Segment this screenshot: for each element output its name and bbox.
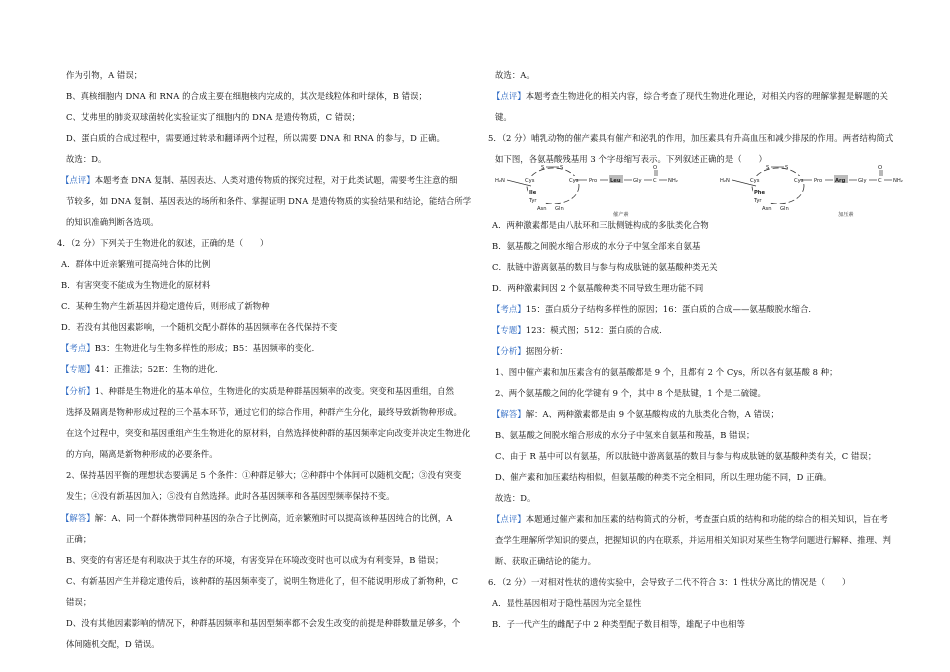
line-text: 节较多，如 DNA 复制、基因表达的场所和条件、掌握证明 DNA 是遗传物质的实验结果和结论，能结合所学 [66, 196, 472, 206]
residue-gln: Gln [780, 206, 789, 212]
line-text: B、真核细胞内 DNA 和 RNA 的合成主要在细胞核内完成的，其次是线粒体和叶绿体，B 错误； [66, 91, 427, 101]
section-tag: 【分析】 [492, 346, 526, 356]
sulfur-label: S [560, 165, 564, 171]
line-text: B、突变的有害还是有利取决于其生存的环境，有害变异在环境改变时也可以成为有利变异，B 错误； [66, 555, 444, 565]
line-text: 错误； [66, 597, 92, 607]
residue-pro: Pro [589, 178, 598, 184]
line-text: 1、种群是生物进化的基本单位，生物进化的实质是种群基因频率的改变。突变和基因重组，自然 [94, 386, 454, 396]
line-text: B．氨基酸之间脱水缩合形成的水分子中氢全部来自氨基 [492, 241, 701, 251]
line-text: C．某种生物产生新基因并稳定遗传后，则形成了新物种 [61, 301, 270, 311]
text-line [66, 91, 427, 102]
text-line [66, 534, 91, 545]
text-line [66, 470, 461, 481]
line-text: 解：A、同一个群体携带同种基因的杂合子比例高，近亲繁殖时可以提高该种基因纯合的比例，A [94, 513, 453, 523]
line-text: 6．（2 分）一对相对性状的遗传实验中，会导致子二代不符合 3：1 性状分离比的情况是（ ） [488, 577, 851, 587]
text-line [57, 238, 268, 249]
text-line [495, 556, 596, 567]
residue-special: Arg [835, 178, 846, 184]
residue-tyr: Tyr [529, 198, 537, 204]
line-text: 体间随机交配，D 错误。 [66, 639, 160, 649]
section-tag: 【解答】 [61, 513, 95, 523]
residue-cys: Cys [794, 178, 804, 184]
line-text: D．两种激素间因 2 个氨基酸种类不同导致生理功能不同 [492, 283, 704, 293]
line-text: D．若没有其他因素影响，一个随机交配小群体的基因频率在各代保持不变 [61, 322, 338, 332]
section-tag: 【点评】 [492, 514, 526, 524]
text-line [488, 577, 850, 588]
text-line [66, 491, 395, 502]
oxytocin-structure [495, 165, 678, 218]
text-line [66, 639, 160, 650]
text-line [66, 555, 443, 566]
text-line [495, 430, 754, 441]
text-line [495, 367, 838, 378]
sulfur-label: S [785, 165, 789, 171]
text-line [61, 259, 210, 270]
text-line [492, 304, 817, 315]
text-line [492, 91, 888, 102]
line-text: 据图分析： [525, 346, 568, 356]
text-line [66, 576, 458, 587]
line-text: 故选：D。 [495, 493, 536, 503]
text-line [61, 280, 210, 291]
text-line [61, 386, 454, 397]
line-text: 123：模式图；512：蛋白质的合成． [525, 325, 668, 335]
oxygen-label: O [878, 165, 883, 171]
residue-tyr: Tyr [754, 198, 762, 204]
text-line [492, 346, 568, 357]
text-line [66, 407, 462, 418]
line-text: 发生；④没有新基因加入；⑤没有自然选择。此时各基因频率和各基因型频率保持不变。 [66, 491, 395, 501]
line-text: 4．（2 分）下列关于生物进化的叙述，正确的是（ ） [57, 238, 269, 248]
line-text: 断、获取正确结论的能力。 [495, 556, 597, 566]
line-text: 本题考查 DNA 复制、基因表达、人类对遗传物质的探究过程，对于此类试题，需要考生注意的细 [94, 175, 458, 185]
line-text: 如下图，各氨基酸残基用 3 个字母缩写表示。下列叙述正确的是（ ） [495, 154, 767, 164]
residue-phe: Phe [754, 190, 766, 196]
residue-pro: Pro [814, 178, 823, 184]
line-text: 选择及隔离是物种形成过程的三个基本环节，通过它们的综合作用，种群产生分化，最终导致新物种形成。 [66, 407, 462, 417]
section-tag: 【考点】 [492, 304, 526, 314]
text-line [492, 598, 641, 609]
text-line [492, 514, 888, 525]
line-text: 2、保持基因平衡的理想状态要满足 5 个条件：①种群足够大；②种群中个体间可以随机交配；③没有突变 [66, 470, 462, 480]
residue-cys: Cys [750, 178, 760, 184]
text-line [66, 618, 460, 629]
residue-cys: Cys [569, 178, 579, 184]
text-line [66, 597, 91, 608]
hormone-caption: 加压素 [838, 212, 854, 218]
residue-gln: Gln [555, 206, 564, 212]
line-text: 本题考查生物进化的相关内容，综合考查了现代生物进化理论，对相关内容的理解掌握是解题的关 [525, 91, 888, 101]
text-line [492, 409, 779, 420]
text-line [495, 451, 876, 462]
line-text: 故选：D。 [66, 154, 107, 164]
line-text: 故选：A。 [495, 70, 535, 80]
line-text: 15：蛋白质分子结构多样性的原因；16：蛋白质的合成——氨基酸脱水缩合． [525, 304, 817, 314]
text-line [492, 619, 745, 630]
vasopressin-structure [720, 165, 903, 218]
line-text: D、没有其他因素影响的情况下，种群基因频率和基因型频率都不会发生改变的前提是种群数量足够多，个 [66, 618, 461, 628]
amide-label: NH₂ [668, 178, 678, 184]
line-text: C、艾弗里的肺炎双球菌转化实验证实了细胞内的 DNA 是遗传物质，C 错误； [66, 112, 361, 122]
line-text: D、蛋白质的合成过程中，需要通过转录和翻译两个过程，所以需要 DNA 和 RNA 的参与，D 正确。 [66, 133, 445, 143]
carbon-label: C [653, 178, 657, 184]
line-text: C、由于 R 基中可以有氨基，所以肽链中游离氨基的数目与参与构成肽链的氨基酸种类有关，C 错误； [495, 451, 877, 461]
line-text: 41：正推法；52E：生物的进化． [94, 364, 224, 374]
text-line [61, 175, 457, 186]
sulfur-label: S [541, 165, 545, 171]
residue-cys: Cys [525, 178, 535, 184]
text-line [61, 322, 337, 333]
text-line [66, 196, 471, 207]
line-text: D、催产素和加压素结构相似，但氨基酸的种类不完全相同，所以生理功能不同，D 正确。 [495, 472, 832, 482]
text-line [61, 364, 223, 375]
text-line [492, 325, 668, 336]
text-line [61, 301, 270, 312]
line-text: 键。 [495, 112, 512, 122]
line-text: B、氨基酸之间脱水缩合形成的水分子中氢来自氨基和羧基，B 错误； [495, 430, 755, 440]
carbon-label: C [878, 178, 882, 184]
section-tag: 【专题】 [492, 325, 526, 335]
line-text: B．子一代产生的雌配子中 2 种类型配子数目相等，雄配子中也相等 [492, 619, 745, 629]
line-text: A．显性基因相对于隐性基因为完全显性 [492, 598, 642, 608]
text-line [492, 220, 709, 231]
line-text: B．有害突变不能成为生物进化的原材料 [61, 280, 211, 290]
line-text: 正确； [66, 534, 92, 544]
residue-ile: Ile [529, 190, 537, 196]
residue-special: Leu [610, 178, 621, 184]
section-tag: 【专题】 [61, 364, 95, 374]
residue-gly: Gly [633, 178, 642, 184]
text-line [66, 154, 106, 165]
amide-label: NH₂ [893, 178, 903, 184]
line-text: 的知识准确判断各选项。 [66, 217, 159, 227]
text-line [61, 343, 320, 354]
line-text: 解：A、两种激素都是由 9 个氨基酸构成的九肽类化合物，A 错误； [525, 409, 779, 419]
text-line [495, 493, 535, 504]
line-text: 5．（2 分）哺乳动物的催产素具有催产和泌乳的作用，加压素具有升高血压和减少排尿的作用。两者结构简式 [488, 133, 894, 143]
line-text: C、有新基因产生并稳定遗传后，该种群的基因频率变了，说明生物进化了，但不能说明形成了新物种，C [66, 576, 459, 586]
sulfur-label: S [766, 165, 770, 171]
line-text: 查学生理解所学知识的要点，把握知识的内在联系，并运用相关知识对某些生物学问题进行解释、推理、判 [495, 535, 891, 545]
line-text: 的方向，隔离是新物种形成的必要条件。 [66, 449, 218, 459]
text-line [492, 241, 700, 252]
n-terminus-label: H₂N [720, 178, 730, 184]
text-line [495, 388, 766, 399]
text-line [495, 70, 535, 81]
text-line [495, 112, 512, 123]
line-text: C．肽链中游离氨基的数目与参与构成肽链的氨基酸种类无关 [492, 262, 718, 272]
line-text: 在这个过程中，突变和基因重组产生生物进化的原材料，自然选择使种群的基因频率定向改变并决定生物进化 [66, 428, 471, 438]
residue-asn: Asn [762, 206, 772, 212]
line-text: 本题通过催产素和加压素的结构简式的分析，考查蛋白质的结构和功能的综合的相关知识，旨在考 [525, 514, 888, 524]
text-line [66, 70, 142, 81]
text-line [66, 428, 470, 439]
text-line [492, 262, 718, 273]
text-line [61, 513, 452, 524]
text-line [492, 283, 703, 294]
text-line [66, 112, 360, 123]
line-text: A．两种激素都是由八肽环和三肽侧链构成的多肽类化合物 [492, 220, 709, 230]
section-tag: 【点评】 [492, 91, 526, 101]
text-line [495, 535, 891, 546]
line-text: 2、两个氨基酸之间的化学键有 9 个，其中 8 个是肽键，1 个是二硫键。 [495, 388, 766, 398]
line-text: A．群体中近亲繁殖可提高纯合体的比例 [61, 259, 211, 269]
n-terminus-label: H₂N [495, 178, 505, 184]
text-line [66, 133, 445, 144]
text-line [66, 449, 218, 460]
oxygen-label: O [653, 165, 658, 171]
line-text: 1、图中催产素和加压素含有的氨基酸都是 9 个，且都有 2 个 Cys，所以各有氨基酸 8 种； [495, 367, 838, 377]
hormone-caption: 催产素 [613, 212, 629, 218]
line-text: B3：生物进化与生物多样性的形成；B5：基因频率的变化． [94, 343, 321, 353]
section-tag: 【点评】 [61, 175, 95, 185]
text-line [488, 133, 893, 144]
section-tag: 【解答】 [492, 409, 526, 419]
text-line [495, 472, 831, 483]
residue-gly: Gly [858, 178, 867, 184]
residue-asn: Asn [537, 206, 547, 212]
section-tag: 【考点】 [61, 343, 95, 353]
section-tag: 【分析】 [61, 386, 95, 396]
text-line [66, 217, 159, 228]
line-text: 作为引物，A 错误； [66, 70, 143, 80]
